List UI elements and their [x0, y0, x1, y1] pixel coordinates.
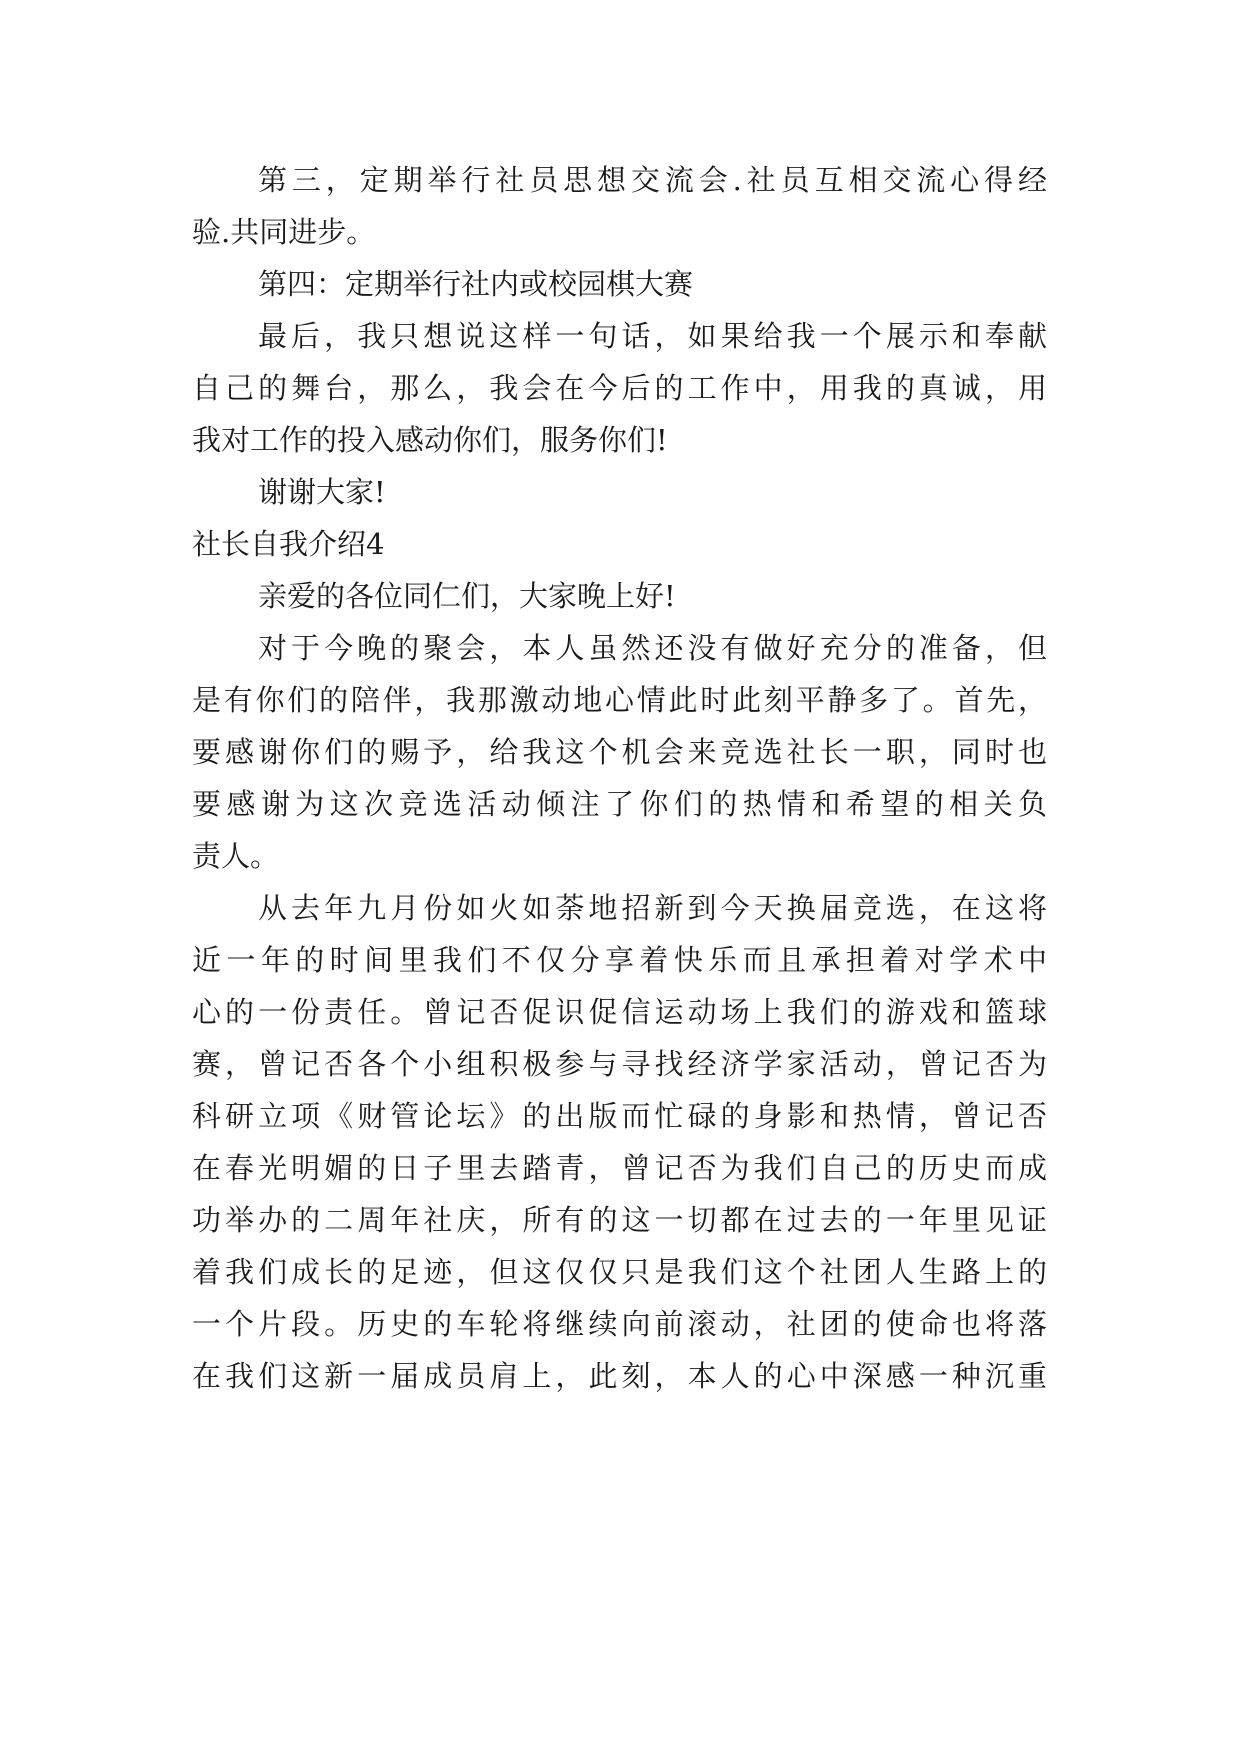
- paragraph-line: 责人。: [192, 839, 280, 873]
- paragraph-line: 功举办的二周年社庆，所有的这一切都在过去的一年里见证: [192, 1203, 1047, 1237]
- paragraph-line: 我对工作的投入感动你们，服务你们!: [192, 423, 668, 457]
- paragraph-line: 第三，定期举行社员思想交流会.社员互相交流心得经: [258, 163, 1047, 197]
- paragraph-line: 要感谢你们的赐予，给我这个机会来竞选社长一职，同时也: [192, 735, 1047, 769]
- paragraph-line: 最后，我只想说这样一句话，如果给我一个展示和奉献: [258, 319, 1047, 353]
- paragraph-line: 亲爱的各位同仁们，大家晚上好!: [258, 579, 676, 613]
- paragraph-line: 在我们这新一届成员肩上，此刻，本人的心中深感一种沉重: [192, 1359, 1047, 1393]
- paragraph-line: 着我们成长的足迹，但这仅仅只是我们这个社团人生路上的: [192, 1255, 1047, 1289]
- paragraph-line: 科研立项《财管论坛》的出版而忙碌的身影和热情，曾记否: [192, 1099, 1047, 1133]
- paragraph-line: 从去年九月份如火如荼地招新到今天换届竞选，在这将: [258, 891, 1047, 925]
- paragraph-line: 自己的舞台，那么，我会在今后的工作中，用我的真诚，用: [192, 371, 1047, 405]
- paragraph-line: 赛，曾记否各个小组积极参与寻找经济学家活动，曾记否为: [192, 1047, 1047, 1081]
- paragraph-line: 验.共同进步。: [192, 215, 376, 249]
- paragraph-line: 对于今晚的聚会，本人虽然还没有做好充分的准备，但: [258, 631, 1047, 665]
- paragraph-line: 近一年的时间里我们不仅分享着快乐而且承担着对学术中: [192, 943, 1047, 977]
- paragraph-line: 心的一份责任。曾记否促识促信运动场上我们的游戏和篮球: [192, 995, 1047, 1029]
- paragraph-line: 要感谢为这次竞选活动倾注了你们的热情和希望的相关负: [192, 787, 1047, 821]
- paragraph-line: 谢谢大家!: [258, 475, 386, 509]
- paragraph-line: 在春光明媚的日子里去踏青，曾记否为我们自己的历史而成: [192, 1151, 1047, 1185]
- section-heading: 社长自我介绍4: [192, 527, 385, 561]
- paragraph-line: 第四：定期举行社内或校园棋大赛: [258, 267, 694, 301]
- paragraph-line: 是有你们的陪伴，我那激动地心情此时此刻平静多了。首先，: [192, 683, 1047, 717]
- paragraph-line: 一个片段。历史的车轮将继续向前滚动，社团的使命也将落: [192, 1307, 1047, 1341]
